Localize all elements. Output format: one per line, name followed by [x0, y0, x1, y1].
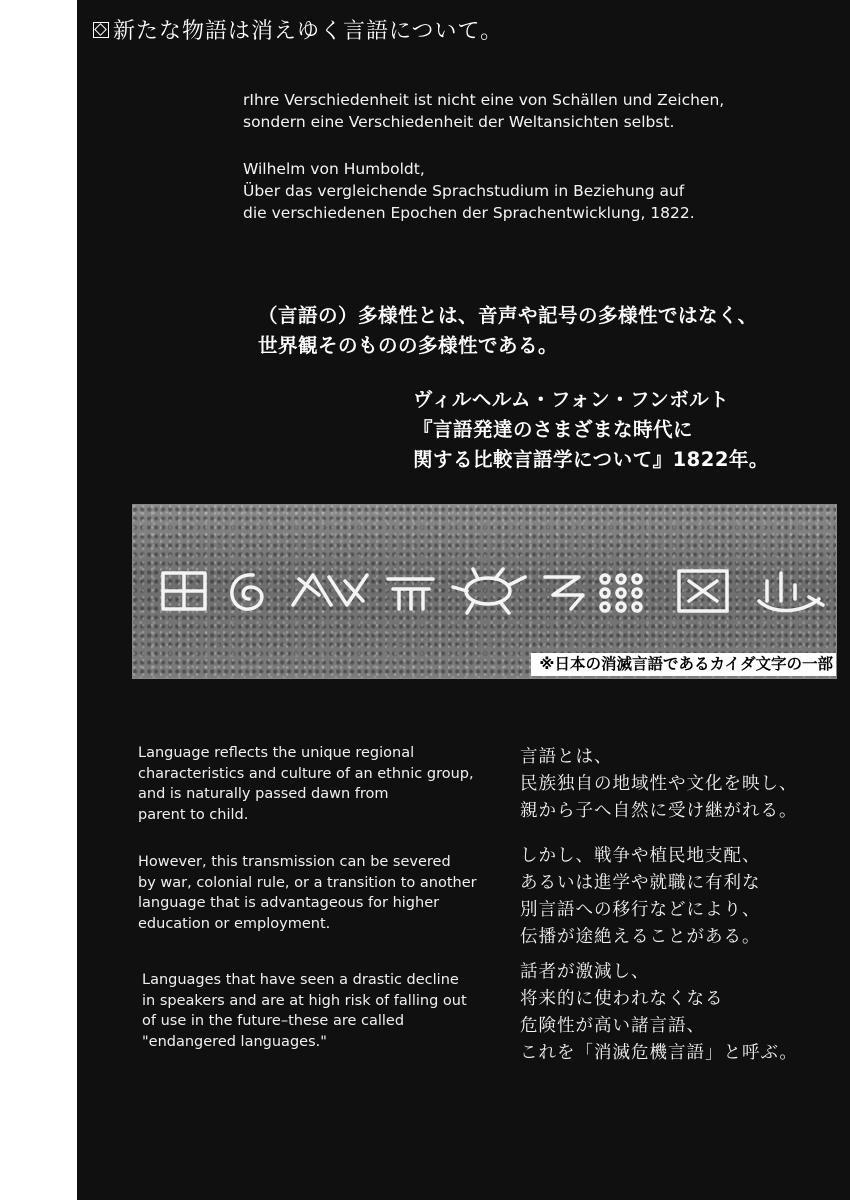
page-header	[93, 14, 503, 45]
japanese-source-line: 『言語発達のさまざまな時代に	[413, 418, 694, 441]
english-paragraph-3	[142, 970, 467, 1052]
glyph-spiral	[232, 575, 262, 609]
japanese-line: 親から子へ自然に受け継がれる。	[520, 801, 798, 821]
english-line: Languages that have seen a drastic decline	[142, 972, 459, 988]
japanese-source-line: ヴィルヘルム・フォン・フンボルト	[413, 388, 730, 411]
japanese-line: 危険性が高い諸言語、	[520, 1016, 705, 1036]
diamond-square-icon	[93, 22, 109, 38]
japanese-quote-line: 世界観そのものの多様性である。	[258, 334, 559, 357]
japanese-quote-line: （言語の）多様性とは、音声や記号の多様性ではなく、	[258, 304, 758, 327]
glyph-birds	[293, 575, 367, 605]
german-source-line: die verschiedenen Epochen der Sprachentwicklung, 1822.	[243, 204, 695, 222]
glyph-boat	[759, 573, 823, 611]
japanese-source-line: 関する比較言語学について』1822年。	[413, 448, 769, 471]
english-line: of use in the future–these are called	[142, 1013, 405, 1029]
japanese-line: 話者が激減し、	[520, 962, 650, 982]
english-paragraph-2	[138, 852, 477, 934]
japanese-paragraph-2	[520, 843, 761, 951]
glyph-turtle	[453, 569, 525, 613]
english-line: characteristics and culture of an ethnic group,	[138, 765, 474, 782]
japanese-paragraph-3	[520, 959, 798, 1067]
german-quote	[243, 89, 724, 133]
german-source-line: Wilhelm von Humboldt,	[243, 160, 425, 178]
english-line: However, this transmission can be severed	[138, 854, 451, 870]
japanese-line: これを「消滅危機言語」と呼ぶ。	[520, 1043, 798, 1063]
japanese-quote	[258, 301, 758, 361]
english-line: "endangered languages."	[142, 1033, 327, 1050]
english-line: parent to child.	[138, 806, 249, 823]
header-title: 新たな物語は消えゆく言語について。	[113, 19, 504, 44]
japanese-line: 言語とは、	[520, 747, 613, 767]
japanese-line: 民族独自の地域性や文化を映し、	[520, 774, 798, 794]
japanese-line: しかし、戦争や植民地支配、	[520, 846, 761, 866]
japanese-line: あるいは進学や就職に有利な	[520, 873, 761, 893]
english-line: Language reflects the unique regional	[138, 745, 415, 761]
german-quote-line: rIhre Verschiedenheit ist nicht eine von Schällen und Zeichen,	[243, 91, 725, 109]
german-source-line: Über das vergleichende Sprachstudium in Beziehung auf	[243, 182, 685, 200]
glyph-framed-box	[679, 571, 727, 611]
japanese-line: 伝播が途絶えることがある。	[520, 927, 761, 947]
english-line: language that is advantageous for higher	[138, 895, 440, 911]
kaida-glyph-stone-image	[132, 504, 837, 679]
glyph-hook	[545, 577, 583, 609]
english-line: by war, colonial rule, or a transition to another	[138, 874, 477, 891]
english-line: education or employment.	[138, 915, 331, 932]
english-line: and is naturally passed dawn from	[138, 786, 389, 802]
image-caption: ※日本の消滅言語であるカイダ文字の一部	[531, 653, 836, 676]
glyph-square-box	[163, 573, 205, 609]
german-quote-source	[243, 158, 695, 224]
japanese-line: 別言語への移行などにより、	[520, 900, 761, 920]
glyph-dots	[601, 575, 641, 611]
english-paragraph-1	[138, 743, 474, 825]
japanese-quote-source	[413, 385, 769, 475]
japanese-line: 将来的に使われなくなる	[520, 989, 724, 1009]
glyph-gate	[388, 579, 433, 609]
english-line: in speakers and are at high risk of falling out	[142, 992, 467, 1009]
german-quote-line: sondern eine Verschiedenheit der Weltansichten selbst.	[243, 113, 675, 131]
japanese-paragraph-1	[520, 744, 798, 825]
